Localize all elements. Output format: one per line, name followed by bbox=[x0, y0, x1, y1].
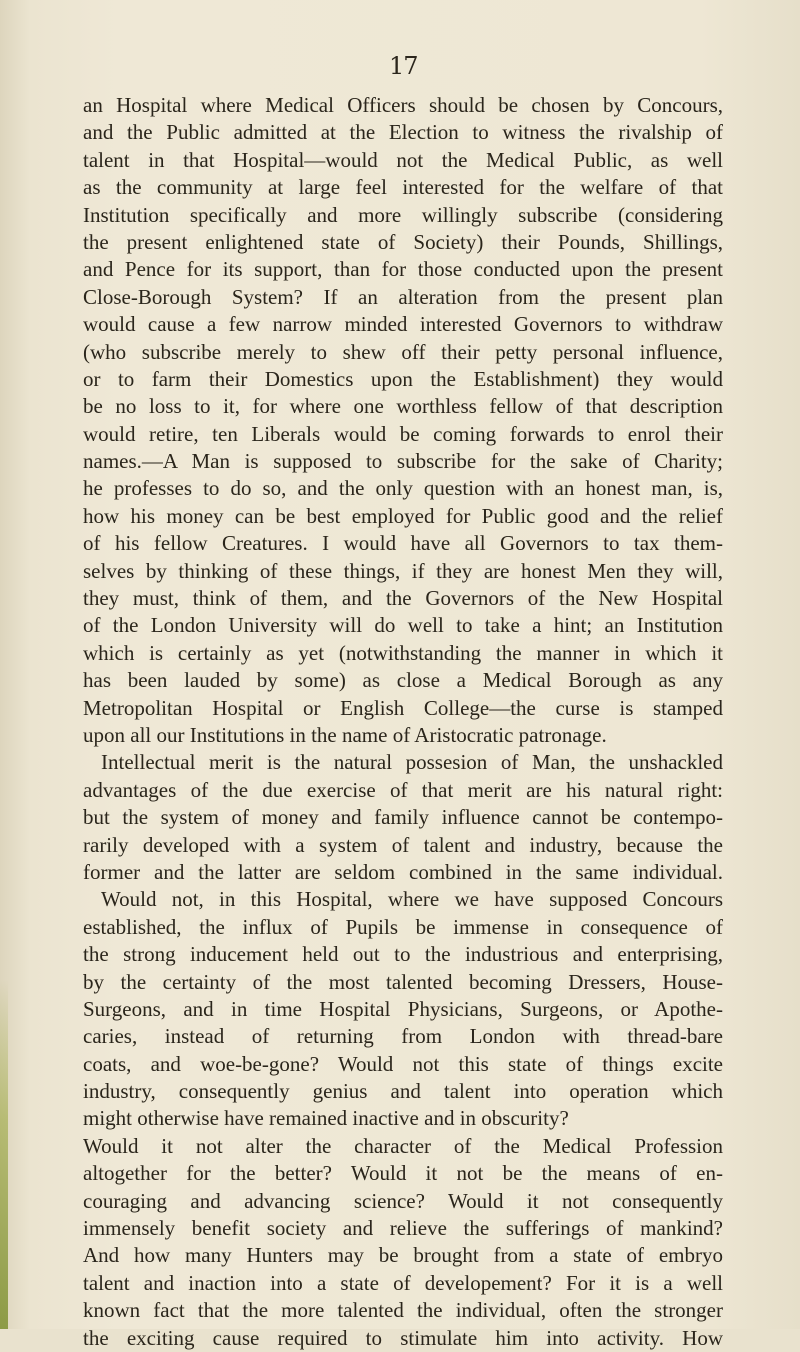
text-line: Close-Borough System? If an alteration from the present plan bbox=[83, 284, 723, 309]
text-line: by the certainty of the most talented becoming Dressers, House- bbox=[83, 969, 723, 994]
text-line: or to farm their Domestics upon the Establishment) they would bbox=[83, 366, 723, 391]
text-line: and the Public admitted at the Election to witness the rivalship of bbox=[83, 120, 723, 145]
text-line: Would not, in this Hospital, where we have supposed Concours bbox=[101, 887, 723, 912]
text-line: they must, think of them, and the Governors of the New Hospital bbox=[83, 586, 723, 611]
text-line: would cause a few narrow minded interested Governors to withdraw bbox=[83, 312, 723, 337]
text-line: might otherwise have remained inactive and in obscurity? bbox=[83, 1106, 569, 1131]
text-line: the exciting cause required to stimulate him into activity. How bbox=[83, 1325, 723, 1350]
text-line: altogether for the better? Would it not be the means of en- bbox=[83, 1161, 723, 1186]
text-line: he professes to do so, and the only question with an honest man, is, bbox=[83, 476, 723, 501]
body-text bbox=[83, 92, 723, 1352]
text-line: which is certainly as yet (notwithstanding the manner in which it bbox=[83, 640, 723, 665]
text-line: rarily developed with a system of talent and industry, because the bbox=[83, 832, 723, 857]
text-line: immensely benefit society and relieve the sufferings of mankind? bbox=[83, 1216, 723, 1241]
text-line: advantages of the due exercise of that merit are his natural right: bbox=[83, 777, 723, 802]
text-line: Would it not alter the character of the Medical Profession bbox=[83, 1133, 723, 1158]
text-line: the present enlightened state of Society) their Pounds, Shillings, bbox=[83, 229, 723, 254]
text-line: the strong inducement held out to the industrious and enterprising, bbox=[83, 942, 723, 967]
page-edge-shadow bbox=[0, 980, 8, 1329]
text-line: Intellectual merit is the natural possesion of Man, the unshackled bbox=[101, 750, 723, 775]
text-line: former and the latter are seldom combined in the same individual. bbox=[83, 859, 723, 884]
text-line: would retire, ten Liberals would be coming forwards to enrol their bbox=[83, 421, 723, 446]
text-line: but the system of money and family influence cannot be contempo- bbox=[83, 805, 723, 830]
text-line: (who subscribe merely to shew off their petty personal influence, bbox=[83, 339, 723, 364]
text-line: talent and inaction into a state of developement? For it is a well bbox=[83, 1270, 723, 1295]
text-line: Metropolitan Hospital or English College—the curse is stamped bbox=[83, 695, 723, 720]
page-number: 17 bbox=[389, 52, 418, 80]
text-line: upon all our Institutions in the name of Aristocratic patronage. bbox=[83, 722, 607, 747]
text-line: couraging and advancing science? Would it not consequently bbox=[83, 1188, 723, 1213]
text-line: how his money can be best employed for Public good and the relief bbox=[83, 503, 723, 528]
text-line: be no loss to it, for where one worthless fellow of that description bbox=[83, 394, 723, 419]
text-line: caries, instead of returning from London with thread-bare bbox=[83, 1024, 723, 1049]
text-line: Surgeons, and in time Hospital Physicians, Surgeons, or Apothe- bbox=[83, 996, 723, 1021]
text-line: as the community at large feel interested for the welfare of that bbox=[83, 175, 723, 200]
text-line: established, the influx of Pupils be immense in consequence of bbox=[83, 914, 723, 939]
text-line: Institution specifically and more willingly subscribe (considering bbox=[83, 202, 723, 227]
text-line: of the London University will do well to take a hint; an Institution bbox=[83, 613, 723, 638]
text-line: coats, and woe-be-gone? Would not this state of things excite bbox=[83, 1051, 723, 1076]
text-line: And how many Hunters may be brought from a state of embryo bbox=[83, 1243, 723, 1268]
text-line: an Hospital where Medical Officers should be chosen by Concours, bbox=[83, 93, 723, 117]
text-line: names.—A Man is supposed to subscribe for the sake of Charity; bbox=[83, 449, 723, 474]
text-line: selves by thinking of these things, if they are honest Men they will, bbox=[83, 558, 723, 583]
text-line: has been lauded by some) as close a Medical Borough as any bbox=[83, 668, 723, 693]
text-line: industry, consequently genius and talent into operation which bbox=[83, 1079, 723, 1104]
text-line: of his fellow Creatures. I would have all Governors to tax them- bbox=[83, 531, 723, 556]
text-line: and Pence for its support, than for those conducted upon the present bbox=[83, 257, 723, 282]
text-line: known fact that the more talented the individual, often the stronger bbox=[83, 1298, 723, 1323]
text-line: talent in that Hospital—would not the Medical Public, as well bbox=[83, 147, 723, 172]
